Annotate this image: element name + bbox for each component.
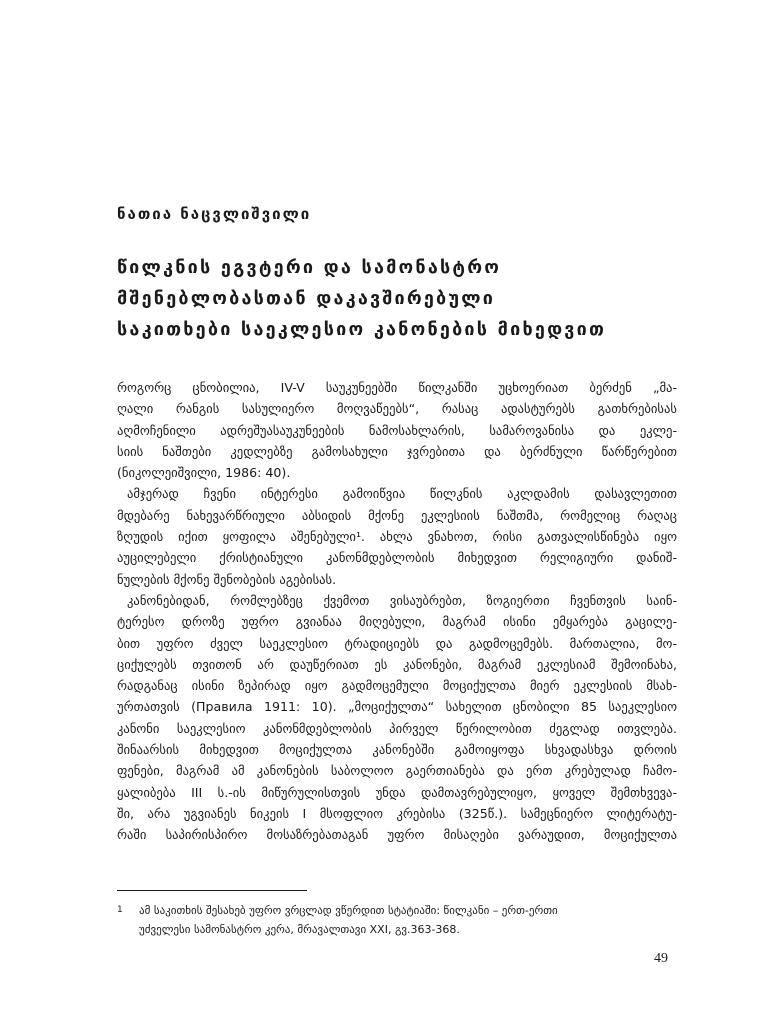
title-line: წილკნის ეგვტერი და სამონასტრო [117,257,502,278]
body-line: როგორც ცნობილია, IV-V საუკუნეებში წილკანში უცხოერიათ ბერძენ „მა- [117,380,677,395]
body-text [117,377,677,846]
body-line: (ნიკოლეიშვილი, 1986: 40). [117,465,291,481]
footnote [117,901,677,939]
page-number: 49 [654,951,668,966]
body-line: ამჯერად ჩვენი ინტერესი გამოიწვია წილკნის აკლდამის დასავლეთით [127,486,677,502]
body-line: ციქულებს თვითონ არ დაუწერიათ ეს კანონები, მაგრამ ეკლესიამ შემოინახა, [117,656,677,672]
body-line: ყალიბება III ს.-ის მიწურულისთვის უნდა დამთავრებულიყო, ყოველ შემთხვევა- [117,784,677,800]
title-line: მშენებლობასთან დაკავშირებული [117,288,496,309]
body-line: ბით უფრო ძველ საეკლესიო ტრადიციებს და გადმოცემებს. მართალია, მო- [117,635,677,651]
body-line: რაში საპირისპირო მოსაზრებათაგან უფრო მისაღები ვარაუდით, მოციქულთა [117,827,677,843]
body-line: შინაარსის მიხედვით მოციქულთა კანონებში გამოიყოფა სხვადასხვა დროის [117,742,677,758]
body-line: ურთათვის (Правила 1911: 10). „მოციქულთა“ სახელით ცნობილი 85 საეკლესიო [117,699,677,715]
body-line: აუცილებელი ქრისტიანული კანონმდებლობის მიხედვით რელიგიური დანიშ- [117,550,677,566]
body-line: ტერესო დროზე უფრო გვიანაა მიღებული, მაგრამ ისინი ემყარება გაცილე- [117,614,677,630]
body-line: ზღუდის იქით ყოფილა აშენებული¹. ახლა ვნახოთ, რისი გათვალისწინება იყო [117,529,677,545]
footnote-mark: 1 [117,905,123,915]
body-line: ღალი რანგის სასულიერო მოღვაწეებს“, რასაც ადასტურებს გათხრებისას [117,401,677,417]
body-line: აღმოჩენილი ადრეშუასაუკუნეების ნამოსახლარის, სამაროვანისა და ეკლე- [117,422,677,438]
body-line: რადგანაც ისინი ზეპირად იყო გადმოცემული მოციქულთა მიერ ეკლესიის მსახ- [117,678,677,694]
footnote-divider [117,890,307,891]
title-line: საკითხები საეკლესიო კანონების მიხედვით [117,319,607,340]
footnote-text: ამ საკითხის შესახებ უფრო ვრცლად ვწერდით სტატიაში: წილკანი – ერთ-ერთი [139,904,558,917]
body-line: ნულების მქონე შენობების აგებისას. [117,571,337,587]
body-line: კანონი საეკლესიო კანონმდებლობის პირველ წერილობით ძეგლად ითვლება. [117,720,677,736]
footnote-line: უძველესი სამონასტრო კერა, მრავალთავი XXI, გვ.363-368. [139,923,460,936]
body-line: სიის ნაშთები კედლებზე გამოსახული ჯვრებითა და ბერძნული წარწერებით [117,443,677,459]
body-line: კანონებიდან, რომლებზეც ქვემოთ ვისაუბრებთ, ზოგიერთი ჩვენთვის საინ- [127,592,677,608]
body-line: ფენები, მაგრამ ამ კანონების საბოლოო გაერთიანება და ერთ კრებულად ჩამო- [117,763,677,779]
article-title [117,252,677,345]
body-line: მდებარე ნახევარწრიული აბსიდის მქონე ეკლესიის ნაშთმა, რომელიც რაღაც [117,507,677,523]
body-line: ში, არა უგვიანეს ნიკეის I მსოფლიო კრებისა (325წ.). სამეცნიერო ლიტერატუ- [117,805,677,821]
author-name: ნათია ნაცვლიშვილი [117,205,312,223]
footnote-line [117,901,677,920]
